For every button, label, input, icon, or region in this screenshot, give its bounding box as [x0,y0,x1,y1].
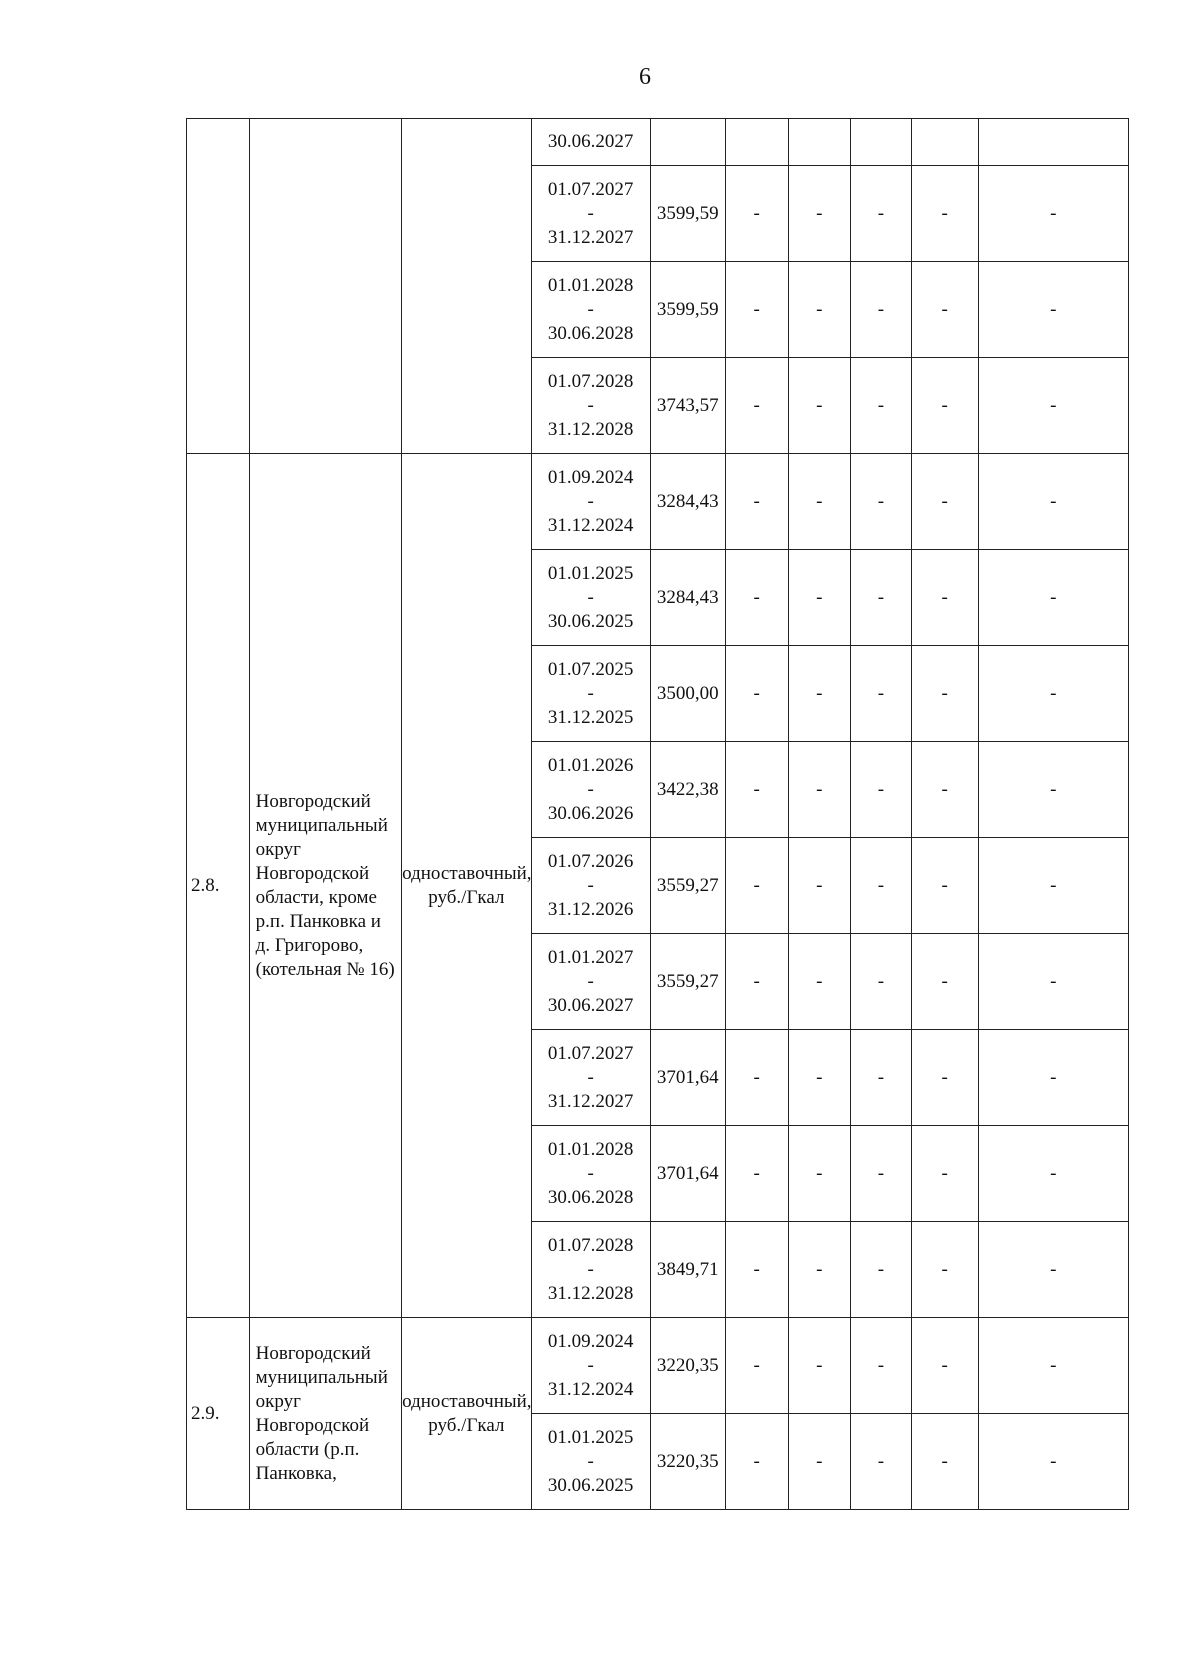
empty-tariff-cell [725,454,788,550]
tariff-value-cell [650,1126,725,1222]
empty-tariff-cell [978,1318,1128,1414]
empty-tariff-cell [911,262,978,358]
period-end: 30.06.2025 [547,1474,634,1496]
area-name: Новгородский муниципальный округ Новгородской области, кроме р.п. Панковка и д. Григорово, (котельная № 16) [249,454,401,1318]
empty-tariff-cell [788,454,851,550]
period-cell [531,742,650,838]
dash-mark: - [1050,1162,1057,1184]
tariff-type: одноставочный, руб./Гкал [402,1318,531,1510]
table-row [187,454,1129,550]
period-end: 31.12.2027 [547,226,634,248]
dash-mark: - [941,1258,948,1280]
tariff-value: 3559,27 [656,970,719,992]
period-start: 01.01.2028 [547,1138,634,1160]
dash-mark: - [753,1354,760,1376]
empty-tariff-cell [978,742,1128,838]
empty-tariff-cell [911,838,978,934]
dash-mark: - [1050,394,1057,416]
dash-mark: - [753,490,760,512]
empty-tariff-cell [911,1318,978,1414]
period-start: 01.07.2028 [547,370,634,392]
dash-mark: - [1050,202,1057,224]
dash-mark: - [816,778,823,800]
tariff-value: 3599,59 [656,202,719,224]
period-start: 01.07.2026 [547,850,634,872]
dash-mark: - [816,394,823,416]
tariff-value: 3500,00 [656,682,719,704]
tariff-value-cell [650,166,725,262]
dash-mark: - [753,874,760,896]
period-dash: - [587,778,594,800]
period-end: 31.12.2024 [547,1378,634,1400]
dash-mark: - [877,1354,885,1376]
dash-mark: - [816,1354,823,1376]
dash-mark: - [941,778,948,800]
dash-mark: - [753,1162,760,1184]
empty-tariff-cell [788,1414,851,1510]
dash-mark: - [877,394,885,416]
period-dash: - [587,970,594,992]
empty-tariff-cell [851,838,912,934]
tariff-value-cell [650,1222,725,1318]
empty-tariff-cell [911,1030,978,1126]
period-end: 31.12.2025 [547,706,634,728]
period-dash: - [587,586,594,608]
empty-tariff-cell [788,1222,851,1318]
empty-tariff-cell [911,934,978,1030]
dash-mark: - [816,970,823,992]
dash-mark: - [1050,490,1057,512]
dash-mark: - [816,202,823,224]
empty-tariff-cell [911,1222,978,1318]
dash-mark: - [753,1450,760,1472]
period-end: 31.12.2026 [547,898,634,920]
empty-tariff-cell [851,166,912,262]
tariff-value: 3284,43 [656,586,719,608]
tariff-value: 3220,35 [656,1354,719,1376]
tariff-value: 3284,43 [656,490,719,512]
dash-mark: - [877,298,885,320]
dash-mark: - [816,874,823,896]
period-cell [531,454,650,550]
dash-mark: - [1050,778,1057,800]
dash-mark: - [877,874,885,896]
tariff-value: 3559,27 [656,874,719,896]
period-dash: - [587,1258,594,1280]
period-dash: - [587,202,594,224]
dash-mark: - [1050,1066,1057,1088]
period-cell [531,1126,650,1222]
period-cell [531,838,650,934]
period-start: 01.07.2027 [547,178,634,200]
dash-mark: - [753,970,760,992]
dash-mark: - [753,586,760,608]
period-end: 30.06.2027 [547,131,634,152]
empty-tariff-cell [788,742,851,838]
dash-mark: - [877,586,885,608]
empty-tariff-cell [978,262,1128,358]
empty-tariff-cell [911,454,978,550]
empty-tariff-cell [851,1222,912,1318]
dash-mark: - [941,394,948,416]
empty-tariff-cell [911,742,978,838]
period-start: 01.01.2027 [547,946,634,968]
dash-mark: - [941,874,948,896]
dash-mark: - [816,1258,823,1280]
period-start: 01.01.2026 [547,754,634,776]
tariff-value: 3743,57 [656,394,719,416]
empty-tariff-cell [911,1126,978,1222]
empty-tariff-cell [725,742,788,838]
dash-mark: - [753,1066,760,1088]
empty-tariff-cell [788,119,851,166]
period-cell [531,934,650,1030]
dash-mark: - [816,586,823,608]
dash-mark: - [816,1066,823,1088]
dash-mark: - [1050,682,1057,704]
period-cell [531,550,650,646]
period-dash: - [587,682,594,704]
dash-mark: - [753,394,760,416]
dash-mark: - [1050,1258,1057,1280]
period-start: 01.09.2024 [547,1330,634,1352]
period-dash: - [587,490,594,512]
dash-mark: - [941,1162,948,1184]
empty-tariff-cell [851,1126,912,1222]
dash-mark: - [1050,586,1057,608]
dash-mark: - [816,682,823,704]
dash-mark: - [877,682,885,704]
dash-mark: - [941,490,948,512]
period-dash: - [587,394,594,416]
period-cell [531,1222,650,1318]
empty-tariff-cell [788,262,851,358]
empty-tariff-cell [978,838,1128,934]
empty-tariff-cell [978,119,1128,166]
dash-mark: - [816,298,823,320]
empty-tariff-cell [725,1318,788,1414]
empty-tariff-cell [725,550,788,646]
period-start: 01.01.2025 [547,1426,634,1448]
dash-mark: - [816,1162,823,1184]
dash-mark: - [1050,970,1057,992]
dash-mark: - [753,202,760,224]
period-end: 30.06.2028 [547,1186,634,1208]
table-row [187,1318,1129,1414]
dash-mark: - [753,682,760,704]
empty-tariff-cell [788,550,851,646]
empty-tariff-cell [851,1318,912,1414]
dash-mark: - [753,778,760,800]
empty-tariff-cell [978,1414,1128,1510]
tariff-type [402,119,531,454]
period-end: 30.06.2025 [547,610,634,632]
dash-mark: - [1050,874,1057,896]
tariff-value: 3599,59 [656,298,719,320]
period-end: 30.06.2026 [547,802,634,824]
empty-tariff-cell [851,550,912,646]
empty-tariff-cell [851,119,912,166]
empty-tariff-cell [788,166,851,262]
empty-tariff-cell [725,1030,788,1126]
empty-tariff-cell [725,166,788,262]
dash-mark: - [877,1066,885,1088]
item-number: 2.9. [187,1318,250,1510]
tariff-value-cell [650,1318,725,1414]
dash-mark: - [941,1066,948,1088]
tariff-value-cell [650,646,725,742]
dash-mark: - [941,298,948,320]
empty-tariff-cell [851,742,912,838]
dash-mark: - [941,202,948,224]
item-number: 2.8. [187,454,250,1318]
empty-tariff-cell [851,358,912,454]
empty-tariff-cell [788,1030,851,1126]
period-cell [531,119,650,166]
dash-mark: - [877,778,885,800]
dash-mark: - [877,202,885,224]
empty-tariff-cell [978,166,1128,262]
empty-tariff-cell [911,119,978,166]
tariff-value-cell [650,1030,725,1126]
empty-tariff-cell [725,262,788,358]
period-end: 31.12.2027 [547,1090,634,1112]
dash-mark: - [941,586,948,608]
empty-tariff-cell [788,358,851,454]
empty-tariff-cell [725,358,788,454]
dash-mark: - [941,970,948,992]
empty-tariff-cell [725,1222,788,1318]
empty-tariff-cell [978,358,1128,454]
empty-tariff-cell [851,646,912,742]
dash-mark: - [753,298,760,320]
tariff-value: 3701,64 [656,1162,719,1184]
empty-tariff-cell [978,1222,1128,1318]
page-number: 6 [639,64,651,90]
tariff-value-cell [650,358,725,454]
area-name [249,119,401,454]
dash-mark: - [941,1354,948,1376]
tariff-value: 3701,64 [656,1066,719,1088]
empty-tariff-cell [851,1414,912,1510]
period-cell [531,1414,650,1510]
dash-mark: - [753,1258,760,1280]
dash-mark: - [816,490,823,512]
empty-tariff-cell [725,646,788,742]
empty-tariff-cell [911,1414,978,1510]
tariff-type: одноставочный, руб./Гкал [402,454,531,1318]
period-dash: - [587,1162,594,1184]
period-cell [531,1030,650,1126]
period-end: 31.12.2024 [547,514,634,536]
empty-tariff-cell [851,934,912,1030]
empty-tariff-cell [911,550,978,646]
dash-mark: - [877,1258,885,1280]
empty-tariff-cell [978,1030,1128,1126]
tariff-value-cell [650,838,725,934]
period-cell [531,646,650,742]
empty-tariff-cell [851,454,912,550]
empty-tariff-cell [978,454,1128,550]
period-start: 01.01.2028 [547,274,634,296]
period-cell [531,358,650,454]
empty-tariff-cell [788,838,851,934]
period-start: 01.09.2024 [547,466,634,488]
dash-mark: - [941,682,948,704]
period-dash: - [587,874,594,896]
dash-mark: - [877,1162,885,1184]
dash-mark: - [1050,1450,1057,1472]
tariff-value-cell [650,934,725,1030]
empty-tariff-cell [788,934,851,1030]
period-end: 31.12.2028 [547,418,634,440]
tariff-value: 3220,35 [656,1450,719,1472]
empty-tariff-cell [725,934,788,1030]
period-cell [531,262,650,358]
period-end: 31.12.2028 [547,1282,634,1304]
area-name: Новгородский муниципальный округ Новгородской области (р.п. Панковка, [249,1318,401,1510]
period-start: 01.07.2028 [547,1234,634,1256]
empty-tariff-cell [978,646,1128,742]
tariff-value-cell [650,1414,725,1510]
empty-tariff-cell [788,1318,851,1414]
period-dash: - [587,1066,594,1088]
dash-mark: - [1050,1354,1057,1376]
dash-mark: - [816,1450,823,1472]
period-start: 01.01.2025 [547,562,634,584]
empty-tariff-cell [788,646,851,742]
item-number [187,119,250,454]
period-end: 30.06.2028 [547,322,634,344]
period-dash: - [587,1450,594,1472]
tariff-value: 3849,71 [656,1258,719,1280]
dash-mark: - [877,1450,885,1472]
tariff-value: 3422,38 [656,778,719,800]
tariff-value-cell [650,742,725,838]
dash-mark: - [1050,298,1057,320]
empty-tariff-cell [725,119,788,166]
period-dash: - [587,298,594,320]
empty-tariff-cell [978,550,1128,646]
period-start: 01.07.2025 [547,658,634,680]
period-dash: - [587,1354,594,1376]
dash-mark: - [941,1450,948,1472]
empty-tariff-cell [978,934,1128,1030]
empty-tariff-cell [851,1030,912,1126]
period-cell [531,166,650,262]
tariff-value-cell [650,550,725,646]
tariff-value-cell [650,454,725,550]
table-row [187,119,1129,166]
empty-tariff-cell [911,646,978,742]
period-start: 01.07.2027 [547,1042,634,1064]
empty-tariff-cell [978,1126,1128,1222]
empty-tariff-cell [911,358,978,454]
empty-tariff-cell [788,1126,851,1222]
empty-tariff-cell [725,1414,788,1510]
tariff-value-cell [650,119,725,166]
period-end: 30.06.2027 [547,994,634,1016]
dash-mark: - [877,970,885,992]
empty-tariff-cell [911,166,978,262]
empty-tariff-cell [725,838,788,934]
period-cell [531,1318,650,1414]
empty-tariff-cell [725,1126,788,1222]
tariff-value-cell [650,262,725,358]
dash-mark: - [877,490,885,512]
empty-tariff-cell [851,262,912,358]
tariff-table [186,118,1129,1510]
